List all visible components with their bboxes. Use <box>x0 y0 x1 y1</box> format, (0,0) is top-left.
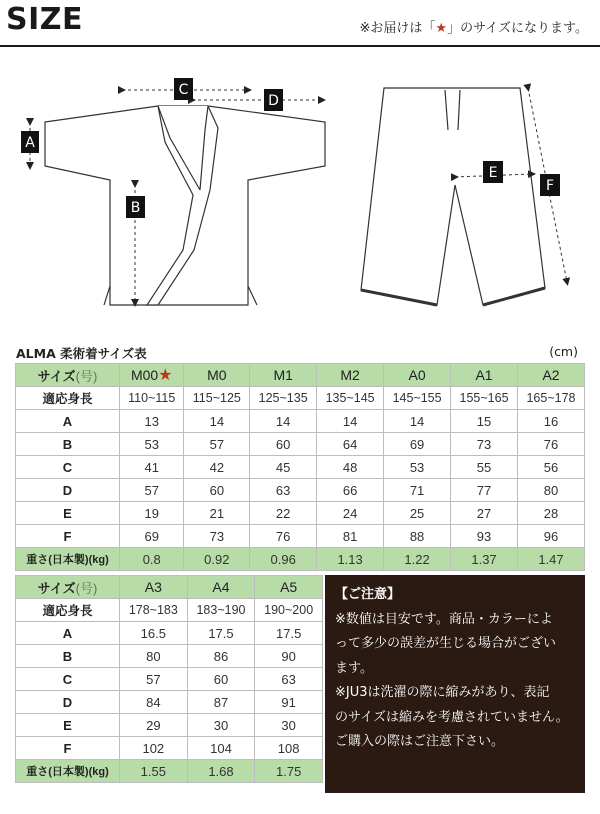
table-cell: 16.5 <box>120 622 188 645</box>
table-cell: 42 <box>184 456 250 479</box>
table-row-e <box>16 714 323 737</box>
size-cell: M2 <box>317 364 384 387</box>
star-icon: ★ <box>435 21 448 36</box>
size-cell: A1 <box>451 364 518 387</box>
table-cell: 69 <box>384 433 451 456</box>
table-cell: 17.5 <box>187 622 255 645</box>
notice-line: ます。 <box>335 660 373 676</box>
height-cell: 110~115 <box>120 387 184 410</box>
table-row-height <box>16 599 323 622</box>
header-divider <box>0 45 600 47</box>
row-label: D <box>16 691 120 714</box>
table-cell: 90 <box>255 645 323 668</box>
size-label-paren: (号) <box>75 580 98 596</box>
table-cell: 21 <box>184 502 250 525</box>
garment-diagram <box>0 50 600 315</box>
notice-line: のサイズは縮みを考慮されていません。 <box>335 709 569 725</box>
size-cell: M1 <box>250 364 317 387</box>
table-cell: 81 <box>317 525 384 548</box>
weight-cell: 0.96 <box>250 548 317 571</box>
table-row-a <box>16 622 323 645</box>
weight-label: 重さ(日本製)(kg) <box>16 760 120 783</box>
size-header-label <box>16 576 120 599</box>
table-row-b <box>16 645 323 668</box>
table-row-height <box>16 387 585 410</box>
table-cell: 104 <box>187 737 255 760</box>
size-header-label <box>16 364 120 387</box>
table-cell: 91 <box>255 691 323 714</box>
weight-cell: 0.92 <box>184 548 250 571</box>
table-cell: 22 <box>250 502 317 525</box>
badge-b: B <box>130 200 141 216</box>
height-cell: 115~125 <box>184 387 250 410</box>
table-cell: 15 <box>451 410 518 433</box>
size-table-secondary <box>15 575 323 783</box>
table-cell: 55 <box>451 456 518 479</box>
table-cell: 60 <box>187 668 255 691</box>
height-cell: 135~145 <box>317 387 384 410</box>
notice-line: ※数値は目安です。商品・カラーによ <box>335 611 553 627</box>
height-cell: 125~135 <box>250 387 317 410</box>
weight-cell: 1.55 <box>120 760 188 783</box>
table-cell: 76 <box>518 433 585 456</box>
row-label: B <box>16 433 120 456</box>
table-cell: 57 <box>120 668 188 691</box>
size-cell: M0 <box>184 364 250 387</box>
size-cell: A2 <box>518 364 585 387</box>
table-cell: 66 <box>317 479 384 502</box>
delivery-note <box>360 17 588 36</box>
badge-f: F <box>545 178 555 194</box>
table-row-size <box>16 364 585 387</box>
row-label: A <box>16 622 120 645</box>
weight-label: 重さ(日本製)(kg) <box>16 548 120 571</box>
size-cell: A4 <box>187 576 255 599</box>
table-cell: 57 <box>184 433 250 456</box>
table-cell: 73 <box>451 433 518 456</box>
weight-cell: 1.13 <box>317 548 384 571</box>
height-cell: 145~155 <box>384 387 451 410</box>
table-row-f <box>16 525 585 548</box>
size-cell: A0 <box>384 364 451 387</box>
weight-cell: 1.22 <box>384 548 451 571</box>
table-cell: 17.5 <box>255 622 323 645</box>
table-cell: 73 <box>184 525 250 548</box>
star-icon: ★ <box>158 367 173 384</box>
row-label: E <box>16 502 120 525</box>
table-cell: 108 <box>255 737 323 760</box>
weight-cell: 1.68 <box>187 760 255 783</box>
badge-e: E <box>488 165 498 181</box>
table-row-weight <box>16 548 585 571</box>
height-cell: 178~183 <box>120 599 188 622</box>
table-cell: 60 <box>250 433 317 456</box>
table-cell: 41 <box>120 456 184 479</box>
notice-title: 【ご注意】 <box>335 587 401 602</box>
table-row-f <box>16 737 323 760</box>
notice-line: ※JU3は洗濯の際に縮みがあり、表記 <box>335 685 550 700</box>
table-cell: 30 <box>255 714 323 737</box>
row-label: C <box>16 456 120 479</box>
table-cell: 16 <box>518 410 585 433</box>
table-row-d <box>16 691 323 714</box>
weight-cell: 1.37 <box>451 548 518 571</box>
size-table-primary <box>15 363 585 571</box>
table-row-weight <box>16 760 323 783</box>
table-cell: 87 <box>187 691 255 714</box>
table-cell: 71 <box>384 479 451 502</box>
table-cell: 86 <box>187 645 255 668</box>
table-cell: 25 <box>384 502 451 525</box>
row-label: F <box>16 525 120 548</box>
table-cell: 14 <box>317 410 384 433</box>
table-cell: 57 <box>120 479 184 502</box>
height-cell: 183~190 <box>187 599 255 622</box>
table-cell: 24 <box>317 502 384 525</box>
height-cell: 155~165 <box>451 387 518 410</box>
table-row-d <box>16 479 585 502</box>
page-title: SIZE <box>6 2 84 37</box>
table-cell: 19 <box>120 502 184 525</box>
row-label: E <box>16 714 120 737</box>
size-value: M00 <box>130 367 159 383</box>
table-cell: 53 <box>120 433 184 456</box>
table-cell: 14 <box>250 410 317 433</box>
size-label: サイズ <box>37 580 76 596</box>
table-cell: 45 <box>250 456 317 479</box>
table-row-size <box>16 576 323 599</box>
delivery-note-prefix: ※お届けは「 <box>359 21 436 36</box>
weight-cell: 0.8 <box>120 548 184 571</box>
row-label: F <box>16 737 120 760</box>
table-cell: 48 <box>317 456 384 479</box>
row-label: B <box>16 645 120 668</box>
table-cell: 14 <box>384 410 451 433</box>
table-cell: 80 <box>120 645 188 668</box>
row-label: C <box>16 668 120 691</box>
badge-c: C <box>178 82 189 98</box>
size-cell: A5 <box>255 576 323 599</box>
jacket-drawing <box>45 106 325 305</box>
table-cell: 27 <box>451 502 518 525</box>
table-cell: 14 <box>184 410 250 433</box>
badge-d: D <box>268 93 279 109</box>
table-row-c <box>16 456 585 479</box>
table-cell: 28 <box>518 502 585 525</box>
table-cell: 30 <box>187 714 255 737</box>
row-label: D <box>16 479 120 502</box>
pants-outline <box>361 88 545 305</box>
table-cell: 13 <box>120 410 184 433</box>
notice-line: ご購入の際はご注意下さい。 <box>335 734 505 749</box>
pants-drawing <box>361 88 545 305</box>
jacket-hem-left <box>104 286 110 305</box>
table-row-c <box>16 668 323 691</box>
height-cell: 165~178 <box>518 387 585 410</box>
height-label: 適応身長 <box>16 599 120 622</box>
height-cell: 190~200 <box>255 599 323 622</box>
table-caption: ALMA 柔術着サイズ表 <box>16 346 147 361</box>
table-row-e <box>16 502 585 525</box>
weight-cell: 1.75 <box>255 760 323 783</box>
size-label-paren: (号) <box>75 368 98 384</box>
table-cell: 60 <box>184 479 250 502</box>
height-label: 適応身長 <box>16 387 120 410</box>
delivery-note-suffix: 」のサイズになります。 <box>447 21 588 36</box>
table-cell: 29 <box>120 714 188 737</box>
size-cell <box>120 364 184 387</box>
row-label: A <box>16 410 120 433</box>
table-cell: 102 <box>120 737 188 760</box>
table-cell: 64 <box>317 433 384 456</box>
table-cell: 88 <box>384 525 451 548</box>
table-cell: 80 <box>518 479 585 502</box>
table-cell: 96 <box>518 525 585 548</box>
table-cell: 69 <box>120 525 184 548</box>
table-cell: 77 <box>451 479 518 502</box>
weight-cell: 1.47 <box>518 548 585 571</box>
notice-line: って多少の誤差が生じる場合がござい <box>335 636 557 651</box>
unit-label: (cm) <box>549 344 578 359</box>
table-cell: 63 <box>250 479 317 502</box>
table-cell: 63 <box>255 668 323 691</box>
table-cell: 76 <box>250 525 317 548</box>
table-cell: 56 <box>518 456 585 479</box>
size-label: サイズ <box>37 368 76 384</box>
table-cell: 93 <box>451 525 518 548</box>
table-row-a <box>16 410 585 433</box>
size-cell: A3 <box>120 576 188 599</box>
notice-box <box>325 575 585 793</box>
table-cell: 53 <box>384 456 451 479</box>
table-row-b <box>16 433 585 456</box>
badge-a: A <box>25 135 35 151</box>
table-cell: 84 <box>120 691 188 714</box>
jacket-hem-right <box>248 286 257 305</box>
